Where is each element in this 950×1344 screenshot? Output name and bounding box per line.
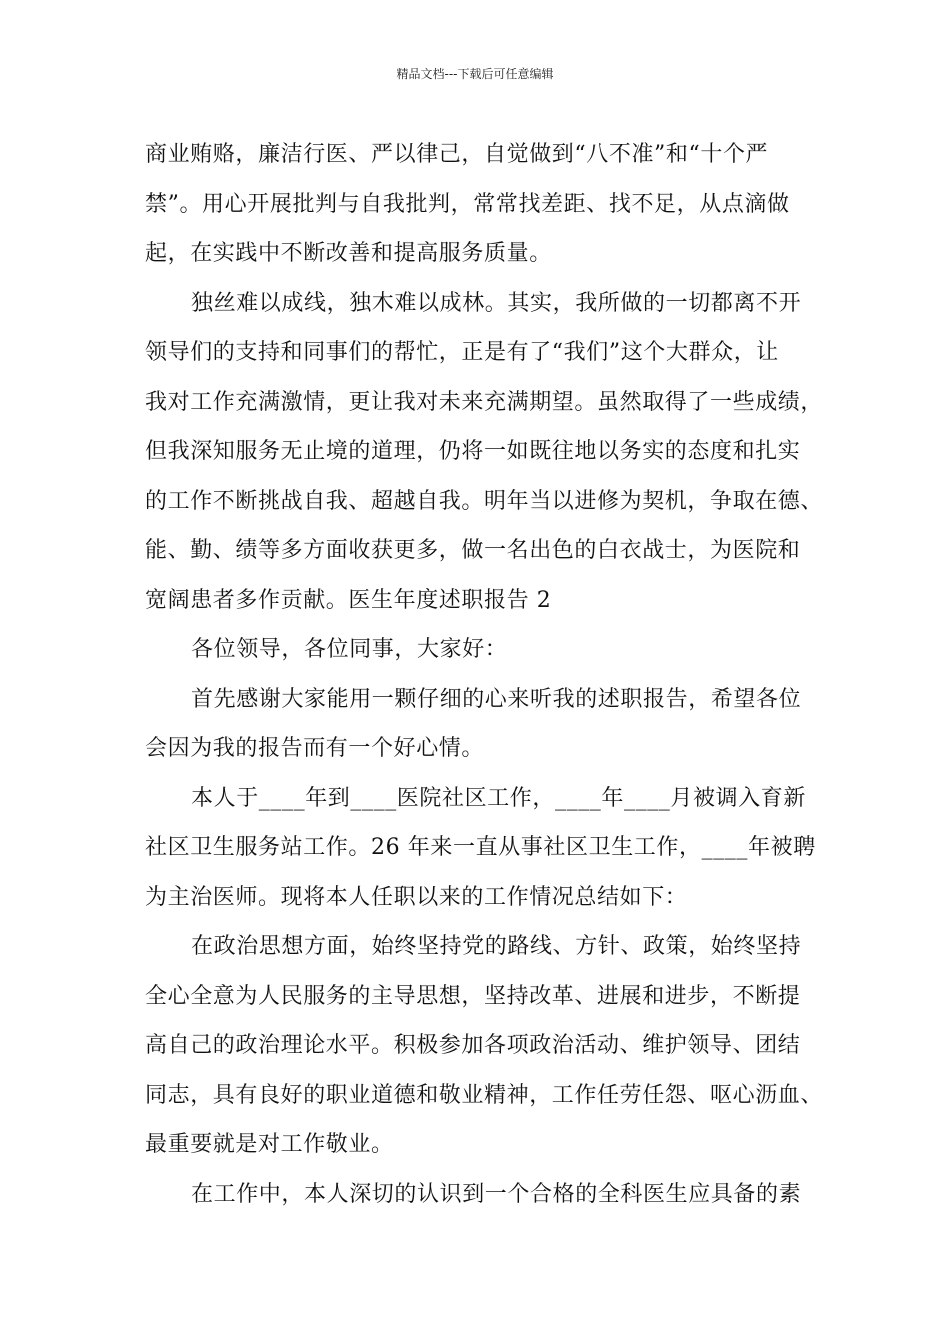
text-line: 本人于____年到____医院社区工作，____年____月被调入育新 <box>191 785 807 811</box>
text-line: 能、勤、绩等多方面收获更多，做一名出色的白衣战士，为医院和 <box>145 538 801 563</box>
text-line: 领导们的支持和同事们的帮忙，正是有了“我们”这个大群众，让 <box>145 340 779 365</box>
text-line: 商业贿赂，廉洁行医、严以律己，自觉做到“八不准”和“十个严 <box>145 142 769 167</box>
text-line: 起，在实践中不断改善和提高服务质量。 <box>145 241 552 266</box>
text-line: 禁”。用心开展批判与自我批判，常常找差距、找不足，从点滴做 <box>145 191 790 217</box>
text-line: 在工作中，本人深切的认识到一个合格的全科医生应具备的素 <box>191 1181 802 1207</box>
text-line: 我对工作充满激情，更让我对未来充满期望。虽然取得了一些成绩， <box>145 389 824 415</box>
text-line: 高自己的政治理论水平。积极参加各项政治活动、维护领导、团结 <box>145 1033 801 1058</box>
text-line: 为主治医师。现将本人任职以来的工作情况总结如下： <box>145 884 688 910</box>
text-line: 的工作不断挑战自我、超越自我。明年当以进修为契机，争取在德、 <box>145 488 824 514</box>
text-line: 宽阔患者多作贡献。医生年度述职报告 2 <box>145 587 552 613</box>
text-line: 会因为我的报告而有一个好心情。 <box>145 736 485 761</box>
text-line: 独丝难以成线，独木难以成林。其实，我所做的一切都离不开 <box>191 290 802 316</box>
text-line: 在政治思想方面，始终坚持党的路线、方针、政策，始终坚持 <box>191 934 802 959</box>
text-line: 同志，具有良好的职业道德和敬业精神，工作任劳任怨、呕心沥血、 <box>145 1082 824 1108</box>
text-line: 最重要就是对工作敬业。 <box>145 1132 394 1157</box>
text-line: 但我深知服务无止境的道理，仍将一如既往地以务实的态度和扎实 <box>145 439 801 464</box>
text-line: 各位领导，各位同事，大家好： <box>191 637 508 662</box>
text-line: 首先感谢大家能用一颗仔细的心来听我的述职报告，希望各位 <box>191 686 802 712</box>
text-line: 全心全意为人民服务的主导思想，坚持改革、进展和进步，不断提 <box>145 983 801 1009</box>
text-line: 社区卫生服务站工作。26 年来一直从事社区卫生工作，____年被聘 <box>145 835 816 860</box>
page-header: 精品文档---下载后可任意编辑 <box>396 67 554 81</box>
document-body <box>145 130 827 1219</box>
